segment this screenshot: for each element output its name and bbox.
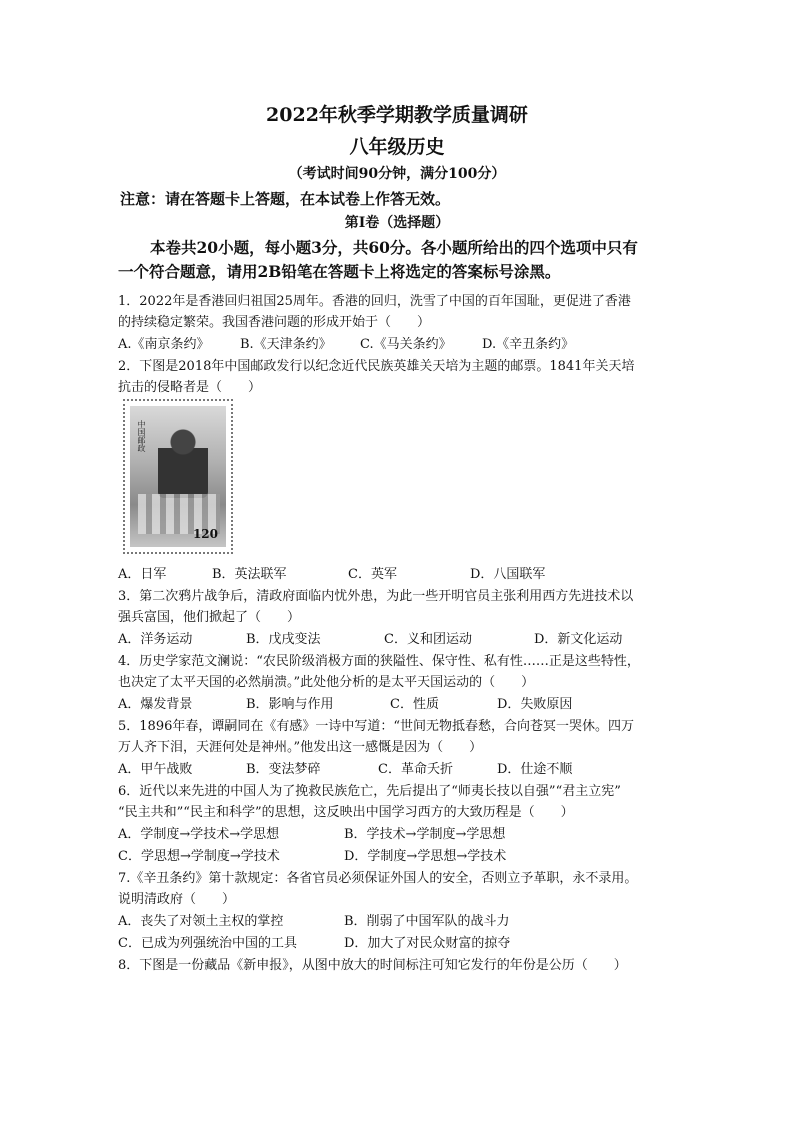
q2-option-d: D．八国联军 (470, 567, 546, 582)
q1-option-c: C.《马关条约》 (360, 337, 452, 352)
q6-option-a: A．学制度→学技术→学思想 (118, 827, 280, 842)
exam-subject: 八年级历史 (349, 136, 445, 158)
q3-option-b: B．戊戌变法 (246, 632, 321, 647)
q1-option-b: B.《天津条约》 (240, 337, 332, 352)
instruction-line-1: 本卷共20小题，每小题3分，共60分。各小题所给出的四个选项中只有 (150, 238, 638, 257)
q5-option-d: D．仕途不顺 (497, 762, 573, 777)
q1-line-2: 的持续稳定繁荣。我国香港问题的形成开始于（ ） (118, 315, 431, 330)
stamp-country-label: 中国邮政 (137, 420, 146, 452)
q2-option-c: C．英军 (348, 567, 397, 582)
q6-option-b: B．学技术→学制度→学思想 (344, 827, 506, 842)
q2-line-1: 2．下图是2018年中国邮政发行以纪念近代民族英雄关天培为主题的邮票。1841年关天培 (118, 359, 635, 374)
q1-option-d: D.《辛丑条约》 (482, 337, 575, 352)
part-heading: 第Ⅰ卷（选择题） (344, 215, 450, 231)
q7-line-1: 7.《辛丑条约》第十款规定：各省官员必须保证外国人的安全，否则立予革职，永不录用。 (118, 871, 638, 886)
q7-option-c: C．已成为列强统治中国的工具 (118, 936, 297, 951)
stamp-value: 120 (192, 527, 218, 541)
instruction-line-2: 一个符合题意，请用2B铅笔在答题卡上将选定的答案标号涂黑。 (118, 262, 561, 281)
q4-option-a: A．爆发背景 (118, 697, 193, 712)
q7-line-2: 说明清政府（ ） (118, 892, 236, 907)
q5-option-c: C．革命夭折 (378, 762, 453, 777)
q5-line-1: 5．1896年春，谭嗣同在《有感》一诗中写道：“世间无物抵春愁，合向苍冥一哭休。四万 (118, 719, 635, 734)
q3-line-1: 3．第二次鸦片战争后，清政府面临内忧外患，为此一些开明官员主张利用西方先进技术以 (118, 589, 634, 604)
q1-option-a: A.《南京条约》 (118, 337, 210, 352)
q7-option-b: B．削弱了中国军队的战斗力 (344, 914, 510, 929)
q3-option-a: A．洋务运动 (118, 632, 193, 647)
q5-line-2: 万人齐下泪，天涯何处是神州。”他发出这一感慨是因为（ ） (118, 740, 483, 755)
q2-option-b: B．英法联军 (212, 567, 287, 582)
q6-option-d: D．学制度→学思想→学技术 (344, 849, 507, 864)
q4-option-b: B．影响与作用 (246, 697, 334, 712)
q5-option-b: B．变法梦碎 (246, 762, 321, 777)
q2-line-2: 抗击的侵略者是（ ） (118, 380, 262, 395)
stamp-image (123, 399, 233, 554)
q7-option-d: D．加大了对民众财富的掠夺 (344, 936, 511, 951)
q1-line-1: 1．2022年是香港回归祖国25周年。香港的回归，洗雪了中国的百年国耻，更促进了香港 (118, 294, 631, 309)
q6-option-c: C．学思想→学制度→学技术 (118, 849, 280, 864)
q4-line-1: 4．历史学家范文澜说：“农民阶级消极方面的狭隘性、保守性、私有性……正是这些特性， (118, 654, 640, 669)
q3-option-d: D．新文化运动 (534, 632, 623, 647)
q6-line-1: 6．近代以来先进的中国人为了挽救民族危亡，先后提出了“师夷长技以自强”“君主立宪” (118, 784, 621, 799)
q4-line-2: 也决定了太平天国的必然崩溃。”此处他分析的是太平天国运动的（ ） (118, 675, 535, 690)
q2-option-a: A．日军 (118, 567, 167, 582)
q3-line-2: 强兵富国，他们掀起了（ ） (118, 610, 301, 625)
q3-option-c: C．义和团运动 (384, 632, 472, 647)
exam-notice: 注意：请在答题卡上答题，在本试卷上作答无效。 (120, 190, 451, 208)
q4-option-d: D．失败原因 (497, 697, 573, 712)
exam-title: 2022年秋季学期教学质量调研 (266, 104, 528, 126)
q4-option-c: C．性质 (390, 697, 439, 712)
stamp-picture (130, 406, 226, 547)
q8-line-1: 8．下图是一份藏品《新申报》，从图中放大的时间标注可知它发行的年份是公历（ ） (118, 958, 627, 973)
q5-option-a: A．甲午战败 (118, 762, 193, 777)
exam-info: （考试时间90分钟，满分100分） (288, 166, 506, 182)
q7-option-a: A．丧失了对领土主权的掌控 (118, 914, 284, 929)
stamp-figure (158, 428, 208, 498)
q6-line-2: “民主共和”“民主和科学”的思想，这反映出中国学习西方的大致历程是（ ） (118, 805, 574, 820)
